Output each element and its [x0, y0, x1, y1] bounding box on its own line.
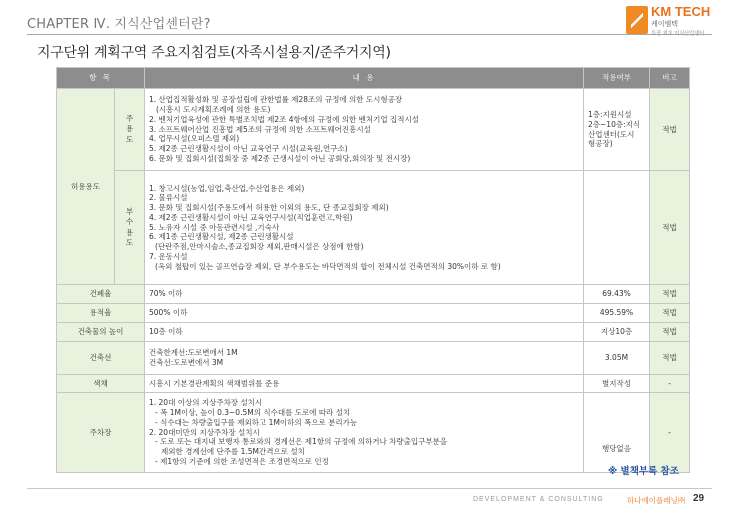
parking-line: - 식수대는 차량출입구를 제외하고 1M이하의 폭으로 분리가능	[155, 417, 358, 427]
parking-line: 제외한 경계선에 단주를 1.5M간격으로 설치	[161, 447, 305, 457]
sub-usage-label-cell	[115, 171, 145, 285]
sub-usage-line: 1. 창고시설(농업,임업,축산업,수산업용은 제외)	[149, 183, 305, 193]
row-content-line: 건축한계선:도로변에서 1M	[149, 348, 238, 358]
row-label: 색채	[57, 375, 145, 393]
main-usage-line: 4. 업무시설(오피스텔 제외)	[149, 134, 240, 144]
row-content-line: 시흥시 기본경관계획의 색채범위를 준용	[149, 378, 280, 388]
parking-line: - 제1항의 기준에 의한 조성면적은 조경면적으로 인정	[155, 456, 329, 466]
table-row-sub-usage	[57, 171, 690, 285]
row-content	[145, 323, 584, 342]
company-logo	[626, 5, 712, 39]
logo-brand: KM TECH	[651, 4, 711, 19]
table-row-parking	[57, 393, 690, 473]
row-content	[145, 375, 584, 393]
sub-usage-line: (단란주점,안마시술소,종교집회장 제외,판매시설은 상점에 한함)	[155, 242, 364, 252]
table-row	[57, 304, 690, 323]
parking-content	[145, 393, 584, 473]
row-applied: 별지작성	[584, 375, 650, 393]
row-content-line: 500% 이하	[149, 308, 188, 318]
row-content-line: 건축선:도로변에서 3M	[149, 358, 224, 367]
main-usage-content	[145, 89, 584, 171]
row-note: 적법	[650, 285, 690, 304]
main-usage-applied-line: 2층~10층:지식	[588, 119, 641, 129]
logo-tagline: 특장 최초 지식산업센터	[651, 31, 705, 37]
logo-subtitle: 케이엠텍	[651, 20, 679, 28]
sub-usage-line: 3. 문화 및 집회시설(주용도에서 허용한 이외의 용도, 단 종교집회장 제외)	[149, 203, 389, 213]
main-usage-line: 1. 산업집적활성화 및 공장설립에 관한법률 제28조의 규정에 의한 도시형공장	[149, 95, 403, 105]
footer-company: 하나에이플래닝㈜	[627, 496, 686, 505]
main-usage-line: 3. 소프트웨어산업 진흥법 제5조의 규정에 의한 소프트웨어진흥시설	[149, 124, 371, 134]
reference-note: ※ 별책부록 참조	[608, 466, 679, 477]
row-label: 건축물의 높이	[57, 323, 145, 342]
main-usage-applied-line: 형공장)	[588, 139, 613, 149]
usage-category: 허용용도	[57, 89, 115, 285]
main-usage-line: 5. 제2종 근린생활시설이 아닌 교육연구 시설(교육원,연구소)	[149, 144, 348, 154]
main-usage-line: (시흥시 도시계획조례에 의한 용도)	[156, 105, 271, 115]
logo-mark-icon	[626, 6, 648, 34]
main-usage-applied-line: 산업센터(도시	[588, 129, 635, 139]
sub-usage-line: 7. 운동시설	[149, 251, 188, 261]
row-applied: 지상10층	[584, 323, 650, 342]
row-note: -	[650, 375, 690, 393]
table-row	[57, 375, 690, 393]
parking-note: -	[650, 393, 690, 473]
header-note: 비고	[650, 68, 690, 89]
page-number: 29	[693, 493, 705, 504]
sub-usage-line: (옥외 철탑이 있는 골프연습장 제외, 단 부수용도는 바닥면적의 합이 전체시설 건축면적의 30%이하 로 함)	[155, 261, 501, 271]
row-label: 건폐율	[57, 285, 145, 304]
row-applied: 69.43%	[584, 285, 650, 304]
row-note: 적법	[650, 342, 690, 375]
main-usage-note: 적법	[650, 89, 690, 171]
parking-line: - 도로 또는 대지내 보행자 통로와의 경계선은 제1항의 규정에 의하거나 차량출입구부분을	[155, 437, 448, 447]
main-usage-applied	[584, 89, 650, 171]
row-label: 용적율	[57, 304, 145, 323]
parking-line: 1. 20대 이상의 지상주차장 설치시	[149, 398, 263, 408]
sub-usage-line: 5. 노유자 시설 중 아동관련시설 ,기숙사	[149, 222, 280, 232]
row-content	[145, 342, 584, 375]
row-applied: 3.05M	[584, 342, 650, 375]
row-label: 건축선	[57, 342, 145, 375]
sub-usage-line: 6. 제1종 근린생활시설, 제2종 근린생활시설	[149, 232, 294, 242]
table-row-main-usage	[57, 89, 690, 171]
header-divider	[27, 34, 712, 35]
row-content	[145, 285, 584, 304]
main-usage-label: 주용도	[125, 114, 134, 144]
sub-usage-content	[145, 171, 584, 285]
chapter-title: CHAPTER Ⅳ. 지식산업센터란?	[27, 17, 211, 32]
sub-usage-label: 부수용도	[125, 207, 134, 247]
row-applied: 495.59%	[584, 304, 650, 323]
parking-line: 2. 20대미만의 지상주차장 설치시	[149, 427, 260, 437]
row-content-line: 70% 이하	[149, 289, 183, 299]
header-applied: 적용여부	[584, 68, 650, 89]
main-usage-line: 2. 벤처기업육성에 관한 특별조치법 제2조 4항에의 규정에 의한 벤처기업 집적시설	[149, 114, 419, 124]
footer-divider	[27, 488, 712, 489]
parking-applied: 행당없음	[584, 393, 650, 473]
guideline-table	[56, 67, 690, 473]
footer-tagline: DEVELOPMENT & CONSULTING	[473, 496, 604, 503]
sub-usage-applied	[584, 171, 650, 285]
table-row	[57, 285, 690, 304]
main-usage-label-cell	[115, 89, 145, 171]
row-note: 적법	[650, 323, 690, 342]
header-item: 항 목	[57, 68, 145, 89]
parking-line: - 폭 1M이상, 높이 0.3~0.5M의 식수대를 도로에 따라 설치	[155, 408, 351, 418]
sub-usage-line: 4. 제2종 근린생활시설이 아닌 교육연구시설(직업훈련고,학원)	[149, 212, 353, 222]
parking-label: 주차장	[57, 393, 145, 473]
sub-usage-line: 2. 물류시설	[149, 193, 188, 203]
header-content: 내 용	[145, 68, 584, 89]
table-header-row	[57, 68, 690, 89]
table-row	[57, 323, 690, 342]
table-row	[57, 342, 690, 375]
main-usage-line: 6. 문화 및 집회시설(집회장 중 제2종 근생시설이 아닌 공회당,회의장 및 전시장)	[149, 153, 411, 163]
page-title: 지구단위 계획구역 주요지침검토(자족시설용지/준주거지역)	[37, 45, 391, 61]
row-note: 적법	[650, 304, 690, 323]
row-content-line: 10층 이하	[149, 327, 183, 337]
main-usage-applied-line: 1층:지원시설	[588, 110, 632, 119]
sub-usage-note: 적법	[650, 171, 690, 285]
row-content	[145, 304, 584, 323]
